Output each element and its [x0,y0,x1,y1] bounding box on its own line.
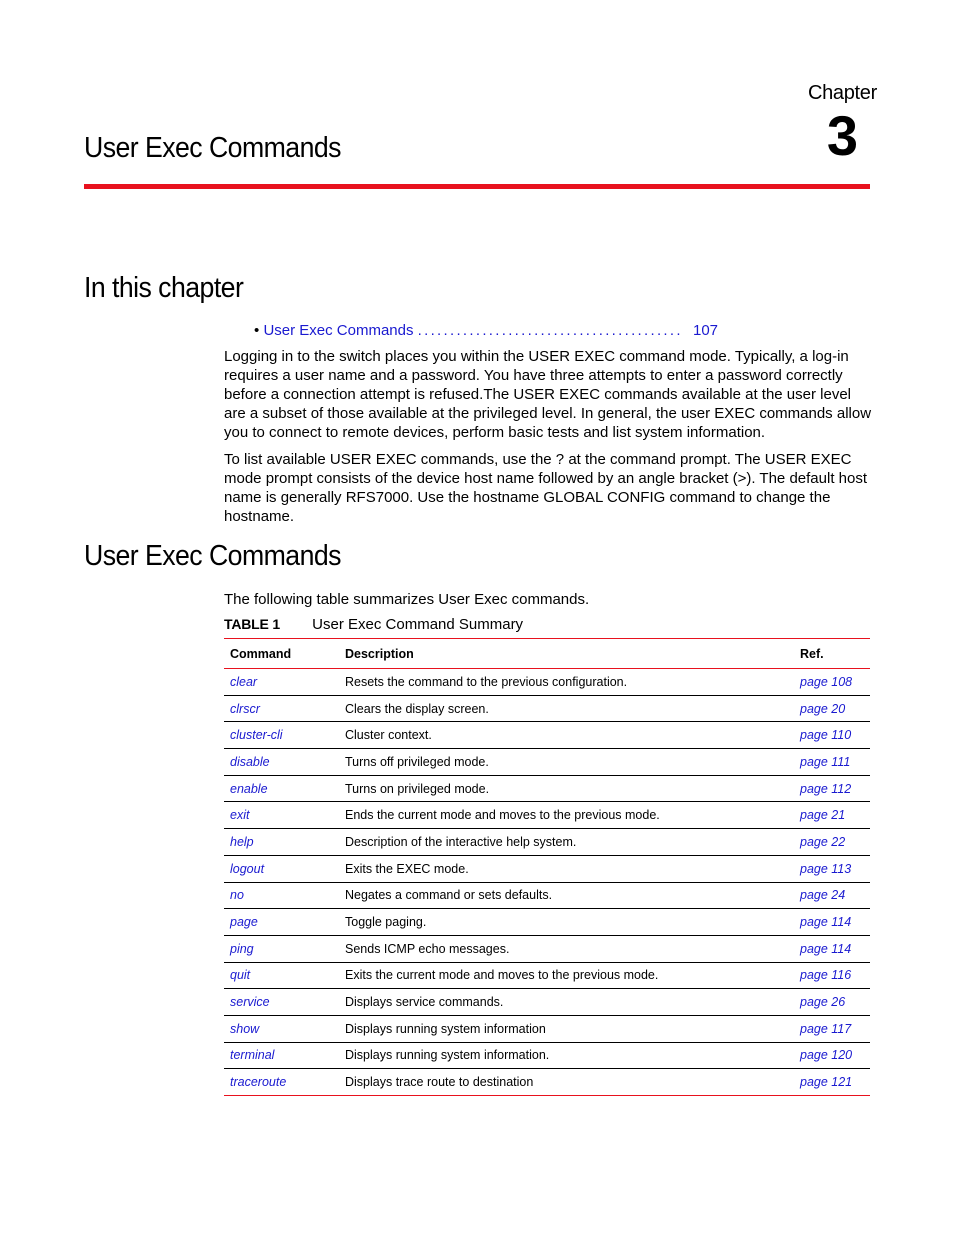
page-ref-link[interactable]: page 21 [800,808,846,823]
table-row [224,669,870,696]
page-ref-link[interactable]: page 24 [800,888,846,903]
intro-paragraph-2: To list available USER EXEC commands, use the ? at the command prompt. The USER EXEC mode prompt consists of the device host name followed by an angle bracket (>). The default host name is generally RFS7000. Use the hostname GLOBAL CONFIG command to change the hostname. [224,451,868,525]
column-header-ref: Ref. [800,646,824,661]
page-ref-link[interactable]: page 113 [800,861,852,876]
table-row [224,1043,870,1070]
command-link[interactable]: help [230,834,254,849]
table-header-row [224,639,870,669]
table-row [224,749,870,776]
title-divider [84,184,870,189]
command-description: Negates a command or sets defaults. [345,888,553,903]
command-link[interactable]: quit [230,968,251,983]
command-link[interactable]: clear [230,674,258,689]
page-title: User Exec Commands [84,132,341,164]
command-description: Exits the current mode and moves to the previous mode. [345,968,659,983]
table-row [224,829,870,856]
page-ref-link[interactable]: page 26 [800,995,846,1010]
command-description: Exits the EXEC mode. [345,861,469,876]
command-description: Description of the interactive help system. [345,834,577,849]
toc-leader-dots: ......................................... [417,322,683,339]
intro-paragraph-1: Logging in to the switch places you within the USER EXEC command mode. Typically, a log-in requires a user name and a password. You have three attempts to enter a password correctly before a connection attempt is refused.The USER EXEC commands available at the user level are a subset of those available at the privileged level. In general, the user EXEC commands allow you to connect to remote devices, perform basic tests and list system information. [224,348,872,441]
table-lead-text: The following table summarizes User Exec commands. [224,591,590,608]
page-ref-link[interactable]: page 108 [800,674,853,689]
command-link[interactable]: enable [230,781,268,796]
command-description: Ends the current mode and moves to the previous mode. [345,808,660,823]
command-link[interactable]: terminal [230,1048,275,1063]
table-row [224,802,870,829]
command-description: Displays trace route to destination [345,1075,534,1090]
command-link[interactable]: show [230,1021,260,1036]
table-row [224,989,870,1016]
command-description: Displays service commands. [345,995,504,1010]
table-caption [224,616,523,633]
command-summary-table [224,638,870,1096]
section-heading: User Exec Commands [84,540,341,572]
toc-bullet: • [254,322,260,339]
command-description: Cluster context. [345,728,432,743]
command-description: Clears the display screen. [345,701,489,716]
toc-link-user-exec-commands[interactable]: User Exec Commands [263,322,414,339]
command-link[interactable]: clrscr [230,701,260,716]
table-row [224,963,870,990]
command-description: Toggle paging. [345,915,427,930]
chapter-number: 3 [826,104,858,167]
command-link[interactable]: logout [230,861,265,876]
table-row [224,856,870,883]
table-title: User Exec Command Summary [312,616,524,633]
table-row [224,696,870,723]
page-ref-link[interactable]: page 112 [800,781,852,796]
page-ref-link[interactable]: page 20 [800,701,846,716]
column-header-description: Description [345,646,414,661]
page-ref-link[interactable]: page 116 [800,968,852,983]
table-label: TABLE 1 [224,616,280,632]
command-link[interactable]: service [230,995,270,1010]
table-row [224,1069,870,1096]
table-row [224,883,870,910]
command-link[interactable]: exit [230,808,250,823]
table-row [224,936,870,963]
command-description: Displays running system information [345,1021,546,1036]
command-description: Displays running system information. [345,1048,550,1063]
toc-entry [254,322,718,339]
page-ref-link[interactable]: page 22 [800,834,846,849]
page-ref-link[interactable]: page 110 [800,728,852,743]
table-row [224,909,870,936]
page-ref-link[interactable]: page 121 [800,1075,853,1090]
page-ref-link[interactable]: page 120 [800,1048,853,1063]
table-row [224,722,870,749]
in-this-chapter-heading: In this chapter [84,272,244,304]
command-description: Turns off privileged mode. [345,754,489,769]
page-ref-link[interactable]: page 117 [800,1021,852,1036]
page-ref-link[interactable]: page 114 [800,941,852,956]
command-link[interactable]: page [230,915,258,930]
column-header-command: Command [230,646,292,661]
page-ref-link[interactable]: page 111 [800,754,851,769]
chapter-label: Chapter [807,82,877,104]
command-link[interactable]: disable [230,754,270,769]
command-description: Turns on privileged mode. [345,781,490,796]
command-link[interactable]: cluster-cli [230,728,283,743]
command-description: Sends ICMP echo messages. [345,941,510,956]
table-row [224,776,870,803]
command-link[interactable]: ping [230,941,254,956]
toc-page-link[interactable]: 107 [693,322,719,339]
command-link[interactable]: traceroute [230,1075,287,1090]
command-description: Resets the command to the previous configuration. [345,674,628,689]
table-row [224,1016,870,1043]
page-ref-link[interactable]: page 114 [800,915,852,930]
command-link[interactable]: no [230,888,244,903]
